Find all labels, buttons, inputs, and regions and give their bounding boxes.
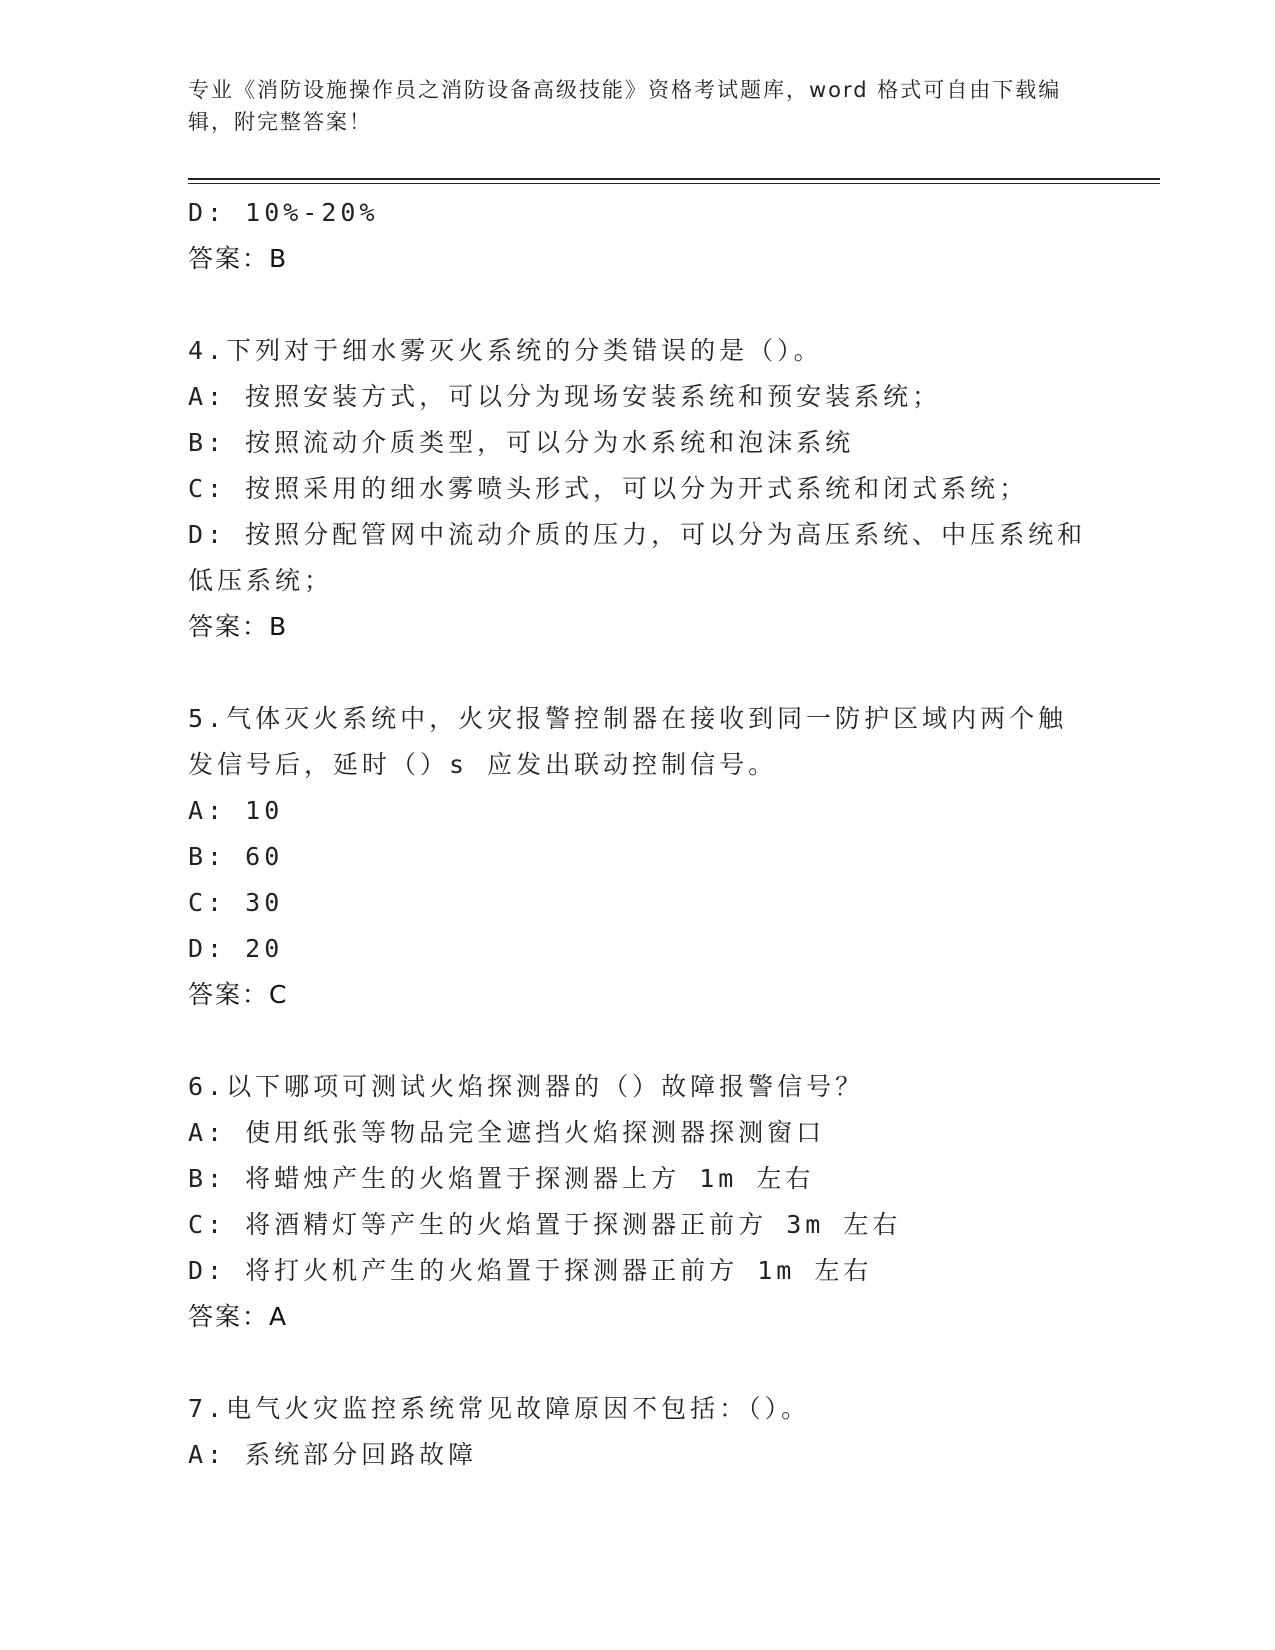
- spacer: [188, 1018, 1088, 1064]
- option-c: C: 将酒精灯等产生的火焰置于探测器正前方 3m 左右: [188, 1210, 902, 1239]
- header-rule-thick: [188, 178, 1160, 180]
- answer: 答案：B: [188, 612, 289, 641]
- question-content: [188, 190, 1088, 1478]
- option-c: C: 按照采用的细水雾喷头形式，可以分为开式系统和闭式系统；: [188, 474, 1029, 503]
- option-b: B: 按照流动介质类型，可以分为水系统和泡沫系统: [188, 428, 855, 457]
- prev-option-d: D: 10%-20%: [188, 198, 379, 227]
- question-stem: 6.以下哪项可测试火焰探测器的（）故障报警信号？: [188, 1072, 865, 1101]
- question-4: [188, 328, 1088, 650]
- spacer: [188, 282, 1088, 328]
- option-a: A: 10: [188, 796, 284, 825]
- option-a: A: 按照安装方式，可以分为现场安装系统和预安装系统；: [188, 382, 942, 411]
- question-7: [188, 1386, 1088, 1478]
- option-b: B: 将蜡烛产生的火焰置于探测器上方 1m 左右: [188, 1164, 815, 1193]
- spacer: [188, 650, 1088, 696]
- question-stem: 5.气体灭火系统中，火灾报警控制器在接收到同一防护区域内两个触发信号后，延时（）s 应发出联动控制信号。: [188, 704, 1068, 779]
- question-stem: 4.下列对于细水雾灭火系统的分类错误的是（）。: [188, 336, 823, 365]
- option-a: A: 使用纸张等物品完全遮挡火焰探测器探测窗口: [188, 1118, 826, 1147]
- option-c: C: 30: [188, 888, 284, 917]
- option-d: D: 按照分配管网中流动介质的压力，可以分为高压系统、中压系统和低压系统；: [188, 520, 1087, 595]
- question-5: [188, 696, 1088, 1018]
- header-rule-thin: [188, 183, 1160, 184]
- document-header: 专业《消防设施操作员之消防设备高级技能》资格考试题库，word 格式可自由下载编辑，附完整答案！: [188, 78, 1062, 134]
- answer: 答案：A: [188, 1302, 289, 1331]
- option-b: B: 60: [188, 842, 284, 871]
- question-6: [188, 1064, 1088, 1340]
- question-stem: 7.电气火灾监控系统常见故障原因不包括：（）。: [188, 1394, 811, 1423]
- answer: 答案：C: [188, 980, 289, 1009]
- spacer: [188, 1340, 1088, 1386]
- option-a: A: 系统部分回路故障: [188, 1440, 478, 1469]
- prev-answer: 答案：B: [188, 244, 289, 273]
- option-d: D: 20: [188, 934, 284, 963]
- option-d: D: 将打火机产生的火焰置于探测器正前方 1m 左右: [188, 1256, 873, 1285]
